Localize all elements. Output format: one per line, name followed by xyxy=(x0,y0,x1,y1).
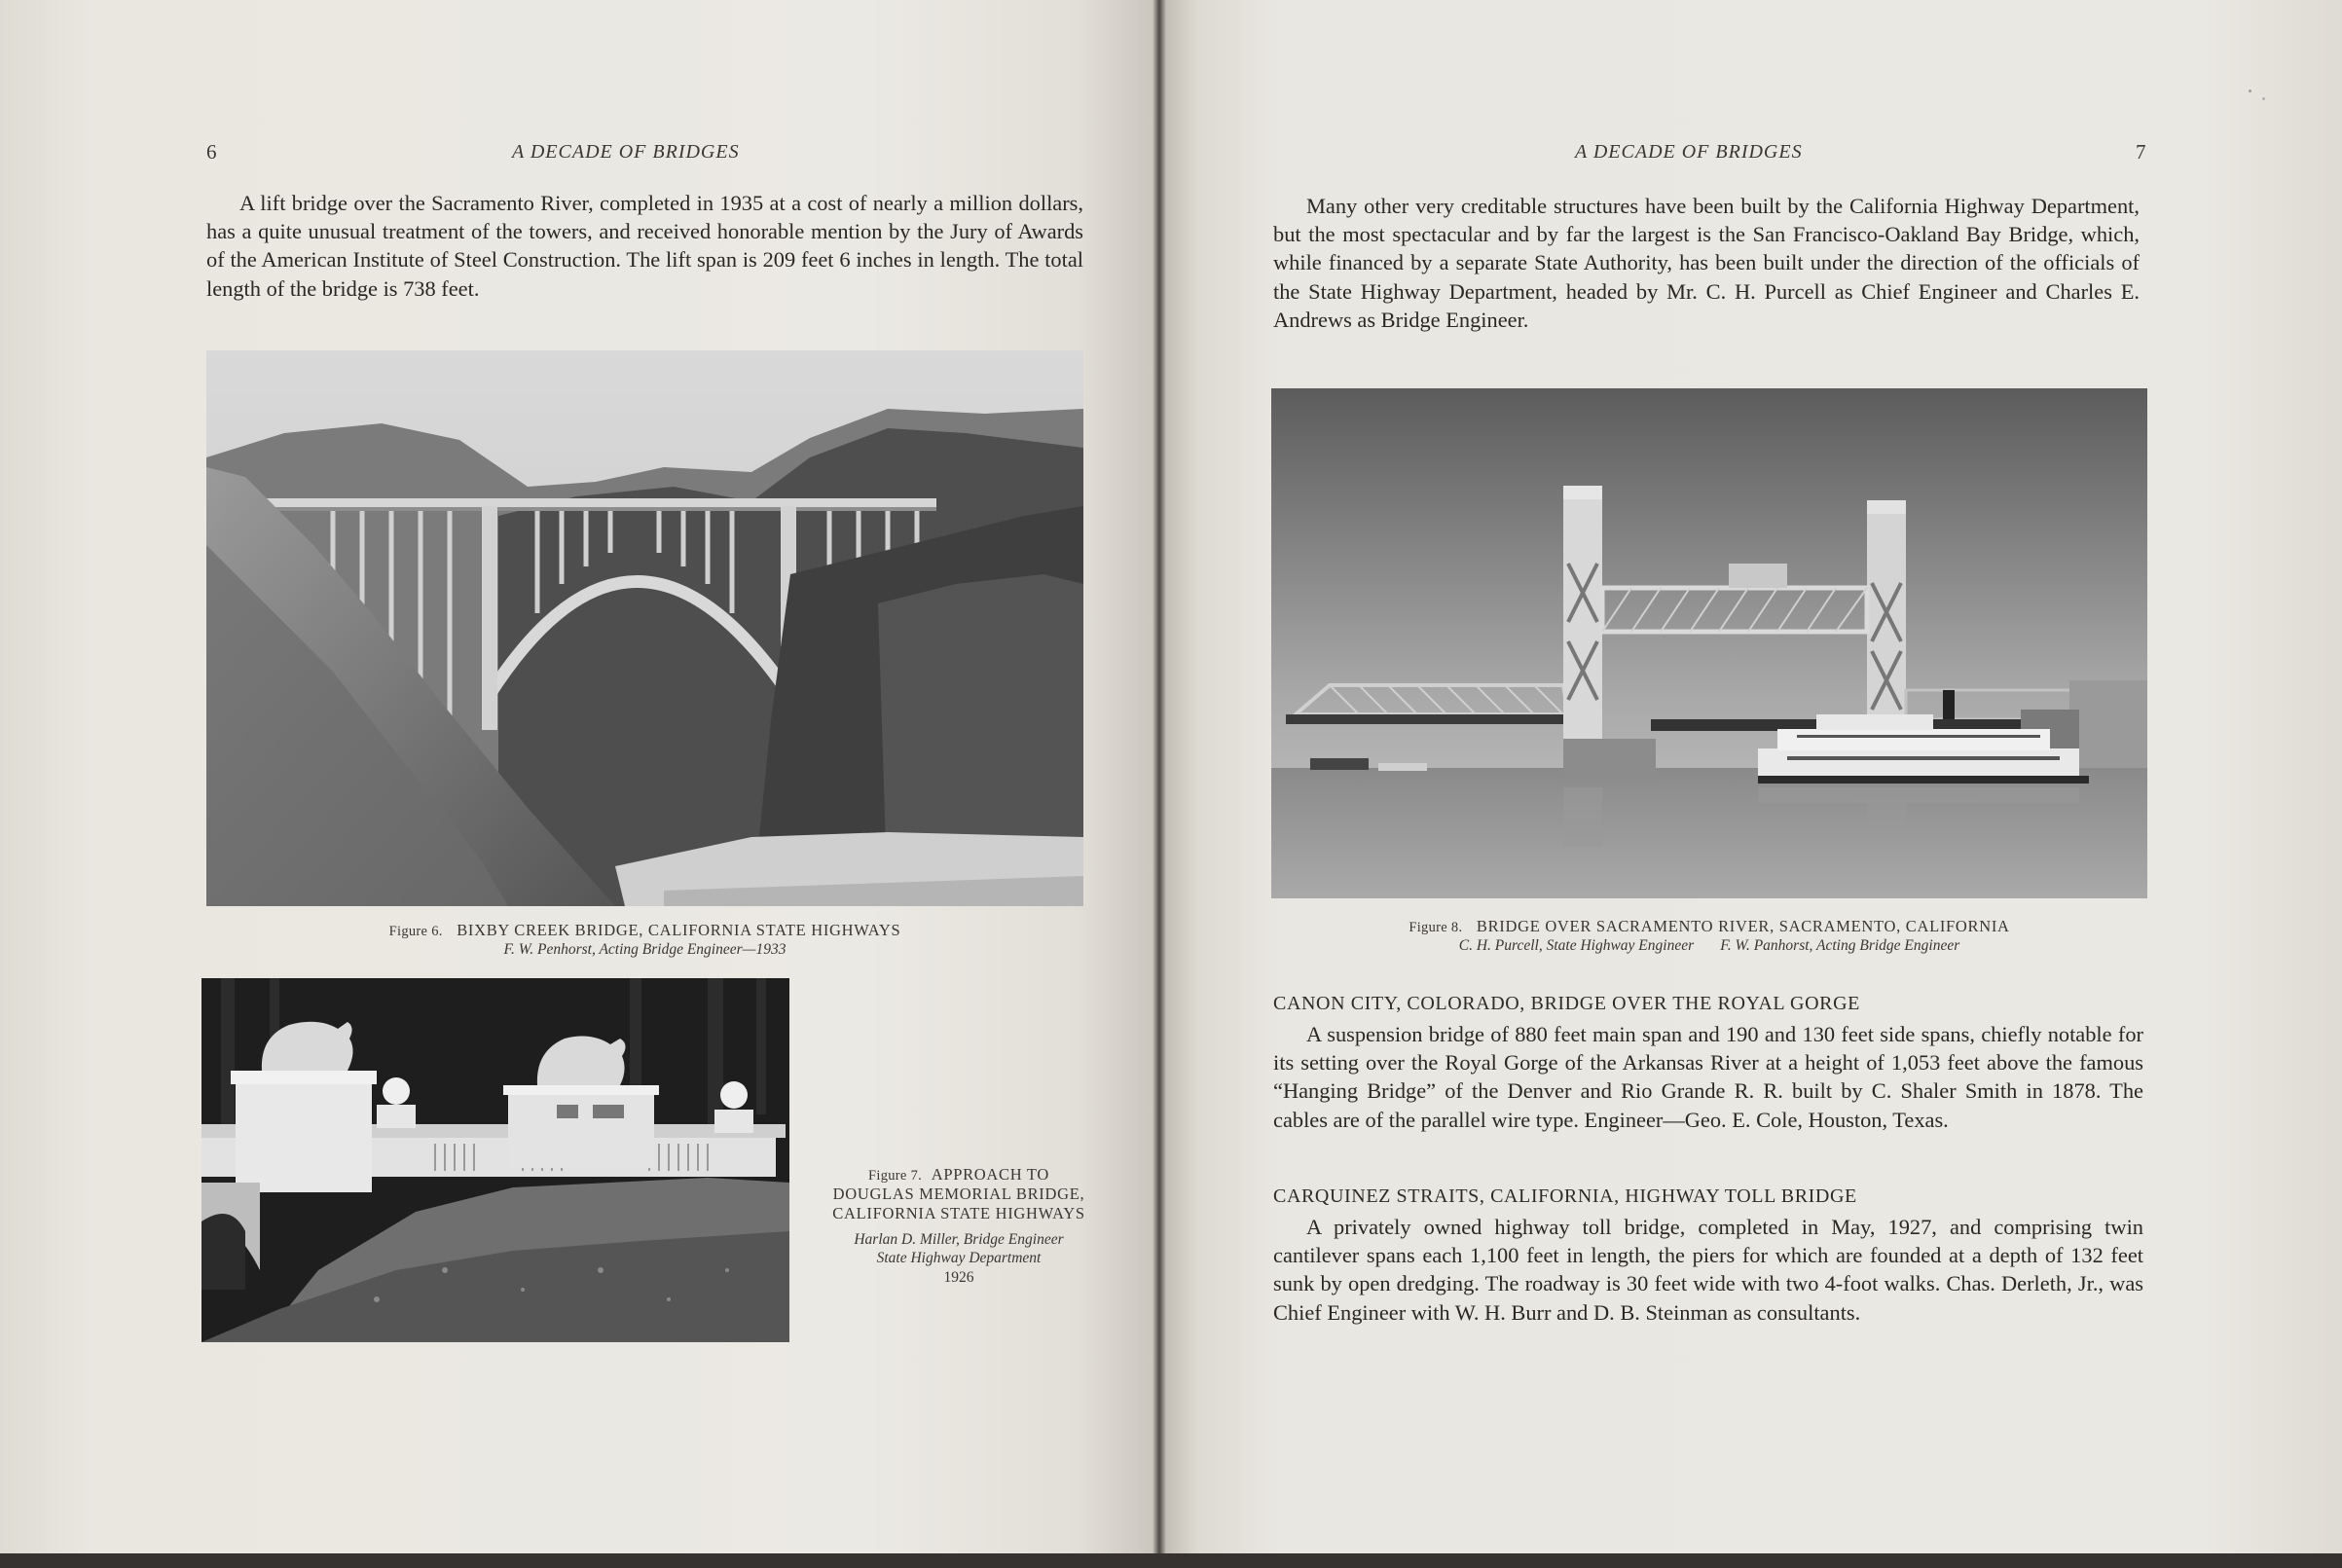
figure-6-credit: F. W. Penhorst, Acting Bridge Engineer—1933 xyxy=(503,941,787,958)
figure-8-label: Figure 8. xyxy=(1409,920,1463,935)
right-running-head: A DECADE OF BRIDGES xyxy=(1575,141,1803,163)
left-running-head: A DECADE OF BRIDGES xyxy=(512,141,740,163)
figure-8-credit-purcell: C. H. Purcell, State Highway Engineer xyxy=(1458,937,1695,954)
figure-7-year: 1926 xyxy=(943,1269,974,1286)
figure-7-credit-1: Harlan D. Miller, Bridge Engineer xyxy=(854,1231,1064,1248)
figure-8-caption xyxy=(1271,917,2147,955)
figure-6-label: Figure 6. xyxy=(388,924,443,939)
royal-gorge-text: A suspension bridge of 880 feet main span and 190 and 130 feet side spans, chiefly notable for its setting over the Royal Gorge of the Arkansas River at a height of 1,053 feet above the famous “Hanging Bridge” of the Denver and Rio Grande R. R. built by C. Shaler Smith in 1878. The cables are of the parallel wire type. Engineer—Geo. E. Cole, Houston, Texas. xyxy=(1273,1022,2143,1132)
figure-6-caption-line xyxy=(206,921,1083,940)
sacramento-lift-bridge-illustration xyxy=(1271,388,2147,898)
right-page xyxy=(1162,0,2342,1568)
figure-7-title-1: APPROACH TO xyxy=(931,1165,1049,1184)
figure-6-photo xyxy=(206,350,1083,906)
book-bottom-edge xyxy=(0,1553,2342,1568)
carquinez-paragraph xyxy=(1273,1213,2143,1327)
paper-speck xyxy=(2262,97,2265,100)
paper-speck xyxy=(2249,90,2251,92)
figure-7-caption xyxy=(798,1165,1119,1287)
figure-8-credit-panhorst: F. W. Panhorst, Acting Bridge Engineer xyxy=(1720,937,1960,954)
figure-6-title: BIXBY CREEK BRIDGE, CALIFORNIA STATE HIGHWAYS xyxy=(457,921,901,939)
left-page xyxy=(0,0,1158,1568)
figure-7-title-2: DOUGLAS MEMORIAL BRIDGE, xyxy=(832,1185,1085,1203)
royal-gorge-heading: CANON CITY, COLORADO, BRIDGE OVER THE ROYAL GORGE xyxy=(1273,993,1860,1014)
bixby-bridge-illustration xyxy=(206,350,1083,906)
carquinez-text: A privately owned highway toll bridge, completed in May, 1927, and comprising twin cantilever spans each 1,100 feet in length, the piers for which are founded at a depth of 132 feet sunk by open dredging. The roadway is 30 feet wide with two 4-foot walks. Chas. Derleth, Jr., was Chief Engineer with W. H. Burr and D. B. Steinman as consultants. xyxy=(1273,1215,2143,1325)
figure-6-caption xyxy=(206,921,1083,959)
figure-7-caption-line-1 xyxy=(798,1165,1119,1185)
figure-7-photo xyxy=(201,978,789,1342)
book-gutter xyxy=(1153,0,1166,1568)
left-intro-paragraph xyxy=(206,189,1083,303)
left-page-number: 6 xyxy=(206,140,217,164)
figure-7-title-3: CALIFORNIA STATE HIGHWAYS xyxy=(832,1204,1085,1222)
figure-8-title: BRIDGE OVER SACRAMENTO RIVER, SACRAMENTO, CALIFORNIA xyxy=(1476,917,2010,935)
douglas-bridge-illustration xyxy=(201,978,789,1342)
figure-7-label: Figure 7. xyxy=(868,1168,923,1184)
royal-gorge-paragraph xyxy=(1273,1020,2143,1134)
figure-8-credits xyxy=(1271,937,2147,955)
right-intro-paragraph xyxy=(1273,192,2140,334)
carquinez-heading: CARQUINEZ STRAITS, CALIFORNIA, HIGHWAY TOLL BRIDGE xyxy=(1273,1185,1857,1207)
figure-8-caption-line xyxy=(1271,917,2147,936)
figure-8-photo xyxy=(1271,388,2147,898)
right-intro-text: Many other very creditable structures have been built by the California Highway Department, but the most spectacular and by far the largest is the San Francisco-Oakland Bay Bridge, which, while financed by a separate State Authority, has been built under the direction of the officials of the State Highway Department, headed by Mr. C. H. Purcell as Chief Engineer and Charles E. Andrews as Bridge Engineer. xyxy=(1273,194,2140,332)
right-page-number: 7 xyxy=(2136,140,2146,164)
left-intro-text: A lift bridge over the Sacramento River, completed in 1935 at a cost of nearly a million dollars, has a quite unusual treatment of the towers, and received honorable mention by the Jury of Awards of the American Institute of Steel Construction. The lift span is 209 feet 6 inches in length. The total length of the bridge is 738 feet. xyxy=(206,191,1083,301)
figure-7-credit-2: State Highway Department xyxy=(876,1250,1042,1266)
